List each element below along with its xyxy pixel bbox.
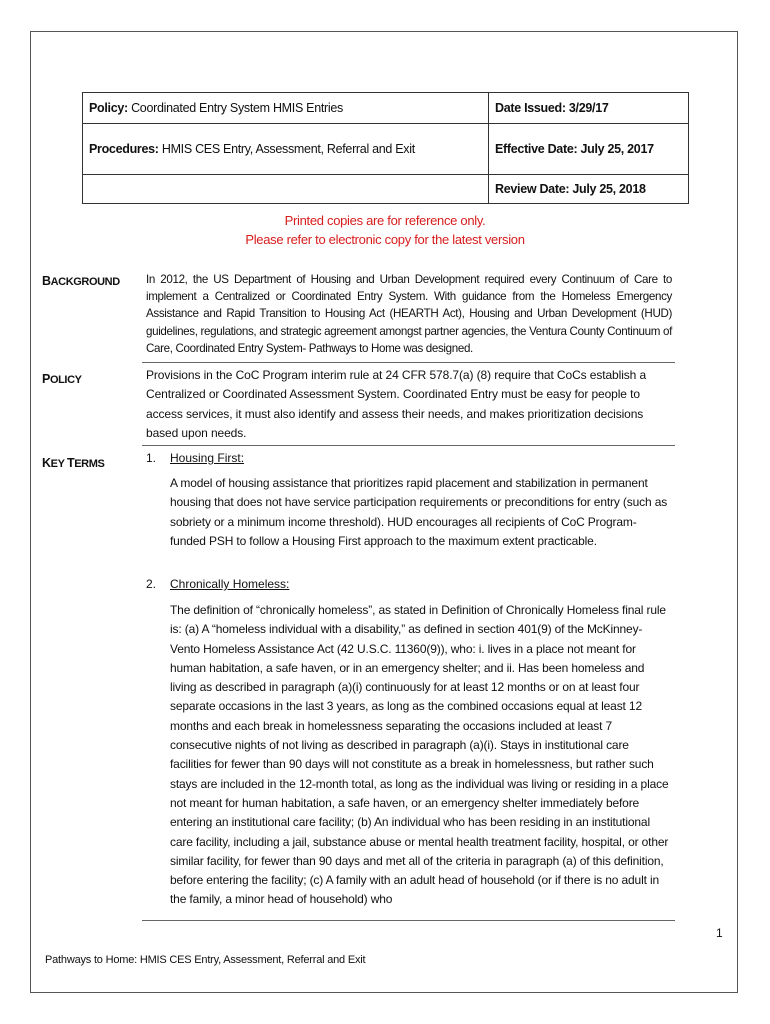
policy-text: Provisions in the CoC Program interim rule at 24 CFR 578.7(a) (8) require that CoCs establish a Centralized or Coordinated Assessment System. Coordinated Entry must be easy for people to access services, it must also identify and assess their needs, and makes prioritization decisions based upon needs. <box>146 368 647 440</box>
term-body-housing-first: A model of housing assistance that prioritizes rapid placement and stabilization in permanent housing that does not have service participation requirements or preconditions for entry (such as sobriety or a minimum income threshold). HUD encourages all recipients of CoC Program-funded PSH to follow a Housing First approach to the maximum extent practicable. <box>170 476 668 548</box>
policy-cell: Policy: Coordinated Entry System HMIS Entries <box>83 93 489 124</box>
notice-line-2: Please refer to electronic copy for the latest version <box>245 232 525 247</box>
key-terms-label: KEY TERMS <box>42 456 105 470</box>
footer-text: Pathways to Home: HMIS CES Entry, Assessment, Referral and Exit <box>45 954 366 966</box>
background-text: In 2012, the US Department of Housing and Urban Development required every Continuum of Care to implement a Centralized or Coordinated Entry System. With guidance from the Homeless Emergency Assistance and Rapid Transition to Housing Act (HEARTH Act), Housing and Urban Development (HUD) guidelines, regulations, and strategic agreement amongst partner agencies, the Ventura County Continuum of Care, Coordinated Entry System- Pathways to Home was designed. <box>146 273 672 355</box>
divider <box>142 445 675 446</box>
page-number: 1 <box>716 926 723 940</box>
procedures-cell: Procedures: HMIS CES Entry, Assessment, Referral and Exit <box>83 124 489 175</box>
background-label: BACKGROUND <box>42 274 120 288</box>
review-date: Review Date: July 25, 2018 <box>489 175 689 204</box>
term-heading-chronically-homeless: 2. Chronically Homeless: <box>146 577 290 591</box>
date-issued: Date Issued: 3/29/17 <box>489 93 689 124</box>
procedures-value: HMIS CES Entry, Assessment, Referral and Exit <box>161 142 415 156</box>
policy-label: POLICY <box>42 372 82 386</box>
term-body-chronically-homeless: The definition of “chronically homeless”, as stated in Definition of Chronically Homeless final rule is: (a) A “homeless individual with a disability,” as defined in section 401(9) of the McKinney-Vento Homeless Assistance Act (42 U.S.C. 11360(9)), who: i. lives in a place not meant for human habitation, a safe haven, or in an emergency shelter; and ii. Has been homeless and living as described in paragraph (a)(i) continuously for at least 12 months or on at least four separate occasions in the last 3 years, as long as the combined occasions equal at least 12 months and each break in homelessness separating the occasions included at least 7 consecutive nights of not living as described in paragraph (a)(i). Stays in institutional care facilities for fewer than 90 days will not constitute as a break in homelessness, but rather such stays are included in the 12-month total, as long as the individual was living or residing in a place not meant for human habitation, a safe haven, or an emergency shelter immediately before entering an institutional care facility; (b) An individual who has been residing in an institutional care facility, including a jail, substance abuse or mental health treatment facility, hospital, or other similar facility, for fewer than 90 days and met all of the criteria in paragraph (a) of this definition, before entering the facility; (c) A family with an adult head of household (or if there is no adult in the family, a minor head of household) who <box>170 603 669 907</box>
effective-date: Effective Date: July 25, 2017 <box>489 124 689 175</box>
term-heading-housing-first: 1. Housing First: <box>146 451 245 465</box>
divider <box>142 920 675 921</box>
divider <box>142 362 675 363</box>
notice-line-1: Printed copies are for reference only. <box>284 213 486 228</box>
policy-header-table <box>82 92 689 204</box>
policy-value: Coordinated Entry System HMIS Entries <box>131 101 343 115</box>
empty-cell <box>83 175 489 204</box>
